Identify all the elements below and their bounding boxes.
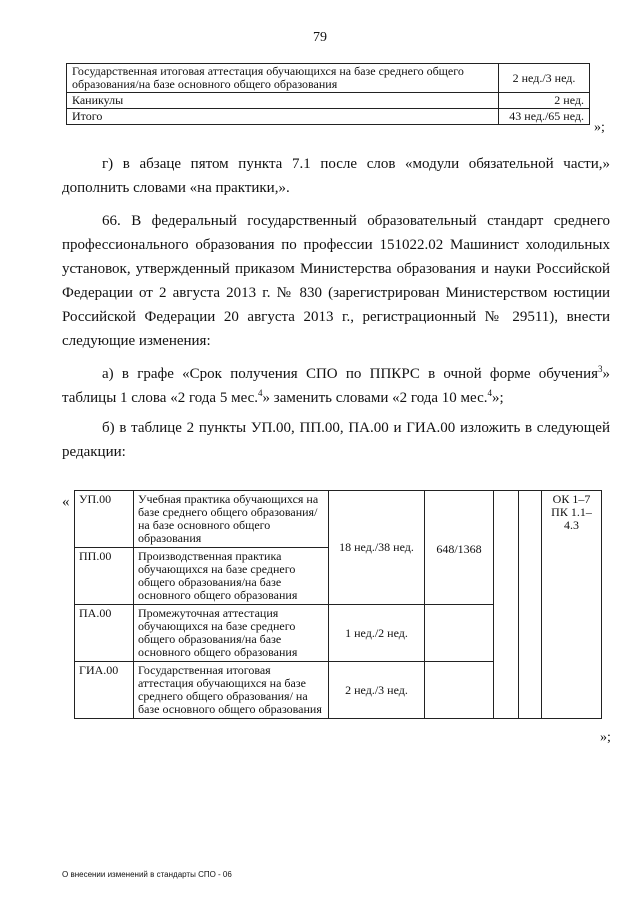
- cell-empty: [519, 491, 542, 719]
- cell-competencies: [542, 491, 602, 719]
- hours-value: 648/1368: [436, 542, 482, 556]
- footnote-ref: 4: [487, 388, 492, 398]
- table-cell-value: 2 нед.: [499, 93, 590, 109]
- cell-hours: [425, 662, 494, 719]
- table-row: [67, 93, 590, 109]
- cell-duration: 18 нед./38 нед.: [329, 491, 425, 605]
- cell-duration: 2 нед./3 нед.: [329, 662, 425, 719]
- cell-name: Государственная итоговая аттестация обучающихся на базе среднего общего образования/ на базе основного общего образования: [134, 662, 329, 719]
- text-part: »;: [492, 390, 504, 406]
- cell-code: ПП.00: [75, 548, 134, 605]
- footer-note: О внесении изменений в стандарты СПО - 06: [62, 870, 232, 879]
- paragraph-g: [62, 152, 610, 200]
- footnote-ref: 4: [258, 388, 263, 398]
- table-row: [67, 109, 590, 125]
- paragraph-text: 66. В федеральный государственный образовательный стандарт среднего профессионального образования по профессии 151022.02 Машинист холодильных установок, утвержденный приказом Министерства образования и науки Российской Федерации от 2 августа 2013 г. № 830 (зарегистрирован Министерством юстиции Российской Федерации 20 августа 2013 г., регистрационный № 29511), внести следующие изменения:: [62, 213, 610, 349]
- summary-table: [66, 63, 590, 125]
- cell-hours: [425, 491, 494, 605]
- cell-code: УП.00: [75, 491, 134, 548]
- cell-code: ГИА.00: [75, 662, 134, 719]
- paragraph-text: [62, 362, 610, 410]
- closing-quote: »;: [594, 120, 605, 135]
- paragraph-a: [62, 362, 610, 410]
- competency-ok: ОК 1–7: [552, 492, 591, 506]
- curriculum-table: [74, 490, 602, 719]
- paragraph-text: г) в абзаце пятом пункта 7.1 после слов «модули обязательной части,» дополнить словами «на практики,».: [62, 156, 610, 196]
- table-cell-value: 2 нед./3 нед.: [499, 64, 590, 93]
- opening-quote: «: [62, 494, 70, 510]
- page-number: 79: [313, 30, 327, 45]
- text-part: » таблицы 1 слова «2 года 5 мес.: [62, 366, 610, 406]
- cell-hours: [425, 605, 494, 662]
- paragraph-text: б) в таблице 2 пункты УП.00, ПП.00, ПА.00 и ГИА.00 изложить в следующей редакции:: [62, 420, 610, 460]
- table-cell-name: Каникулы: [67, 93, 499, 109]
- table-cell-name: Государственная итоговая аттестация обучающихся на базе среднего общего образования/на базе основного общего образования: [67, 64, 499, 93]
- footnote-ref: 3: [598, 364, 603, 374]
- cell-name: Производственная практика обучающихся на базе среднего общего образования/на базе основного общего образования: [134, 548, 329, 605]
- paragraph-66: [62, 209, 610, 353]
- text-part: а) в графе «Срок получения СПО по ППКРС в очной форме обучения: [102, 366, 598, 382]
- cell-empty: [494, 491, 519, 719]
- table-row: [67, 64, 590, 93]
- table-cell-name: Итого: [67, 109, 499, 125]
- competency-pk: ПК 1.1–4.3: [551, 505, 592, 532]
- paragraph-b: [62, 416, 610, 464]
- cell-duration: 1 нед./2 нед.: [329, 605, 425, 662]
- cell-name: Промежуточная аттестация обучающихся на базе среднего общего образования/на базе основного общего образования: [134, 605, 329, 662]
- table-cell-value: 43 нед./65 нед.: [499, 109, 590, 125]
- cell-code: ПА.00: [75, 605, 134, 662]
- text-part: » заменить словами «2 года 10 мес.: [262, 390, 488, 406]
- cell-name: Учебная практика обучающихся на базе среднего общего образования/на базе основного общего образования: [134, 491, 329, 548]
- table-row: [75, 491, 602, 548]
- closing-quote: »;: [600, 730, 611, 745]
